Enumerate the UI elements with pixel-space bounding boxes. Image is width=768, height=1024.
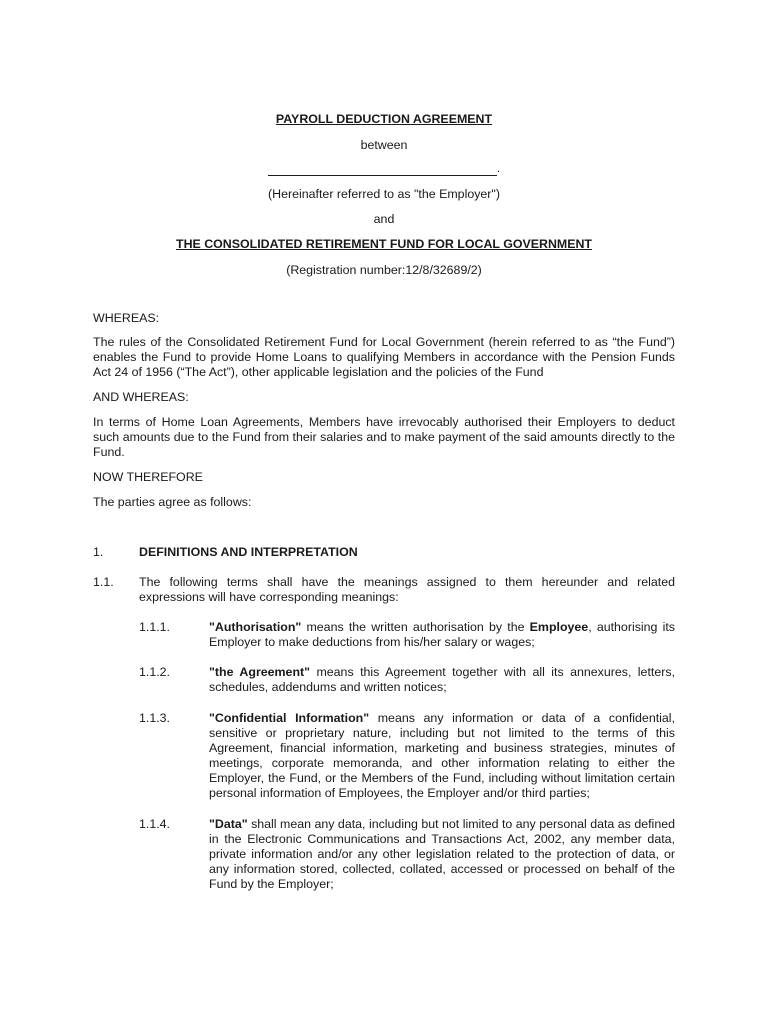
definition-number: 1.1.1.	[139, 620, 171, 634]
and-text: and	[373, 212, 395, 226]
parties-agree-text: The parties agree as follows:	[93, 495, 252, 509]
definition-text: means the written authorisation by the	[301, 620, 530, 634]
definition-number: 1.1.3.	[139, 711, 171, 725]
now-therefore-heading: NOW THEREFORE	[93, 470, 203, 484]
definition-agreement	[209, 665, 675, 695]
definition-confidential-information	[209, 711, 675, 801]
section-title: DEFINITIONS AND INTERPRETATION	[139, 545, 358, 559]
clause-text: The following terms shall have the meanings assigned to them hereunder and related expressions will have corresponding meanings:	[139, 575, 675, 604]
definition-term: "Confidential Information"	[209, 711, 370, 725]
definition-term: "Data"	[209, 817, 248, 831]
definition-data	[209, 817, 675, 892]
definition-number: 1.1.4.	[139, 817, 171, 831]
definition-text: means this Agreement together with all its annexures, letters, schedules, addendums and written notices;	[209, 665, 675, 694]
and-whereas-paragraph: In terms of Home Loan Agreements, Members have irrevocably authorised their Employers to deduct such amounts due to the Fund from their salaries and to make payment of the said amounts directly to the Fund.	[93, 415, 675, 459]
definition-authorisation	[209, 620, 675, 650]
definition-term: "the Agreement"	[209, 665, 311, 679]
section-number: 1.	[93, 545, 104, 559]
registration-number: (Registration number:12/8/32689/2)	[286, 263, 482, 277]
definition-number: 1.1.2.	[139, 665, 171, 679]
employer-name-line[interactable]	[268, 163, 497, 176]
document-title: PAYROLL DEDUCTION AGREEMENT	[275, 112, 493, 126]
and-whereas-heading: AND WHEREAS:	[93, 390, 189, 404]
employer-name-blank[interactable]: .	[0, 161, 768, 176]
between-text: between	[360, 138, 408, 152]
definition-emphasis: Employee	[529, 620, 589, 634]
definition-text: , authorising its Employer to make deductions from his/her salary or wages;	[209, 620, 675, 649]
whereas-heading: WHEREAS:	[93, 311, 160, 325]
clause-number: 1.1.	[93, 575, 114, 589]
definition-text: shall mean any data, including but not limited to any personal data as defined in the Electronic Communications and Transactions Act, 2002, any member data, private information and/or any other legislation related to the protection of data, or any information stored, collected, collated, accessed or processed on behalf of the Fund by the Employer;	[209, 817, 675, 891]
whereas-paragraph: The rules of the Consolidated Retirement Fund for Local Government (herein referred to as “the Fund”) enables the Fund to provide Home Loans to qualifying Members in accordance with the Pension Funds Act 24 of 1956 (“The Act”), other applicable legislation and the policies of the Fund	[93, 335, 675, 379]
definition-text: means any information or data of a confidential, sensitive or proprietary nature, including but not limited to the terms of this Agreement, financial information, marketing and business strategies, minutes of meetings, corporate memoranda, and other information relating to either the Employer, the Fund, or the Members of the Fund, including without limitation certain personal information of Employees, the Employer and/or third parties;	[209, 711, 675, 800]
employer-reference: (Hereinafter referred to as "the Employer")	[268, 187, 500, 201]
definition-term: "Authorisation"	[209, 620, 302, 634]
fund-name: THE CONSOLIDATED RETIREMENT FUND FOR LOCAL GOVERNMENT	[176, 237, 592, 251]
